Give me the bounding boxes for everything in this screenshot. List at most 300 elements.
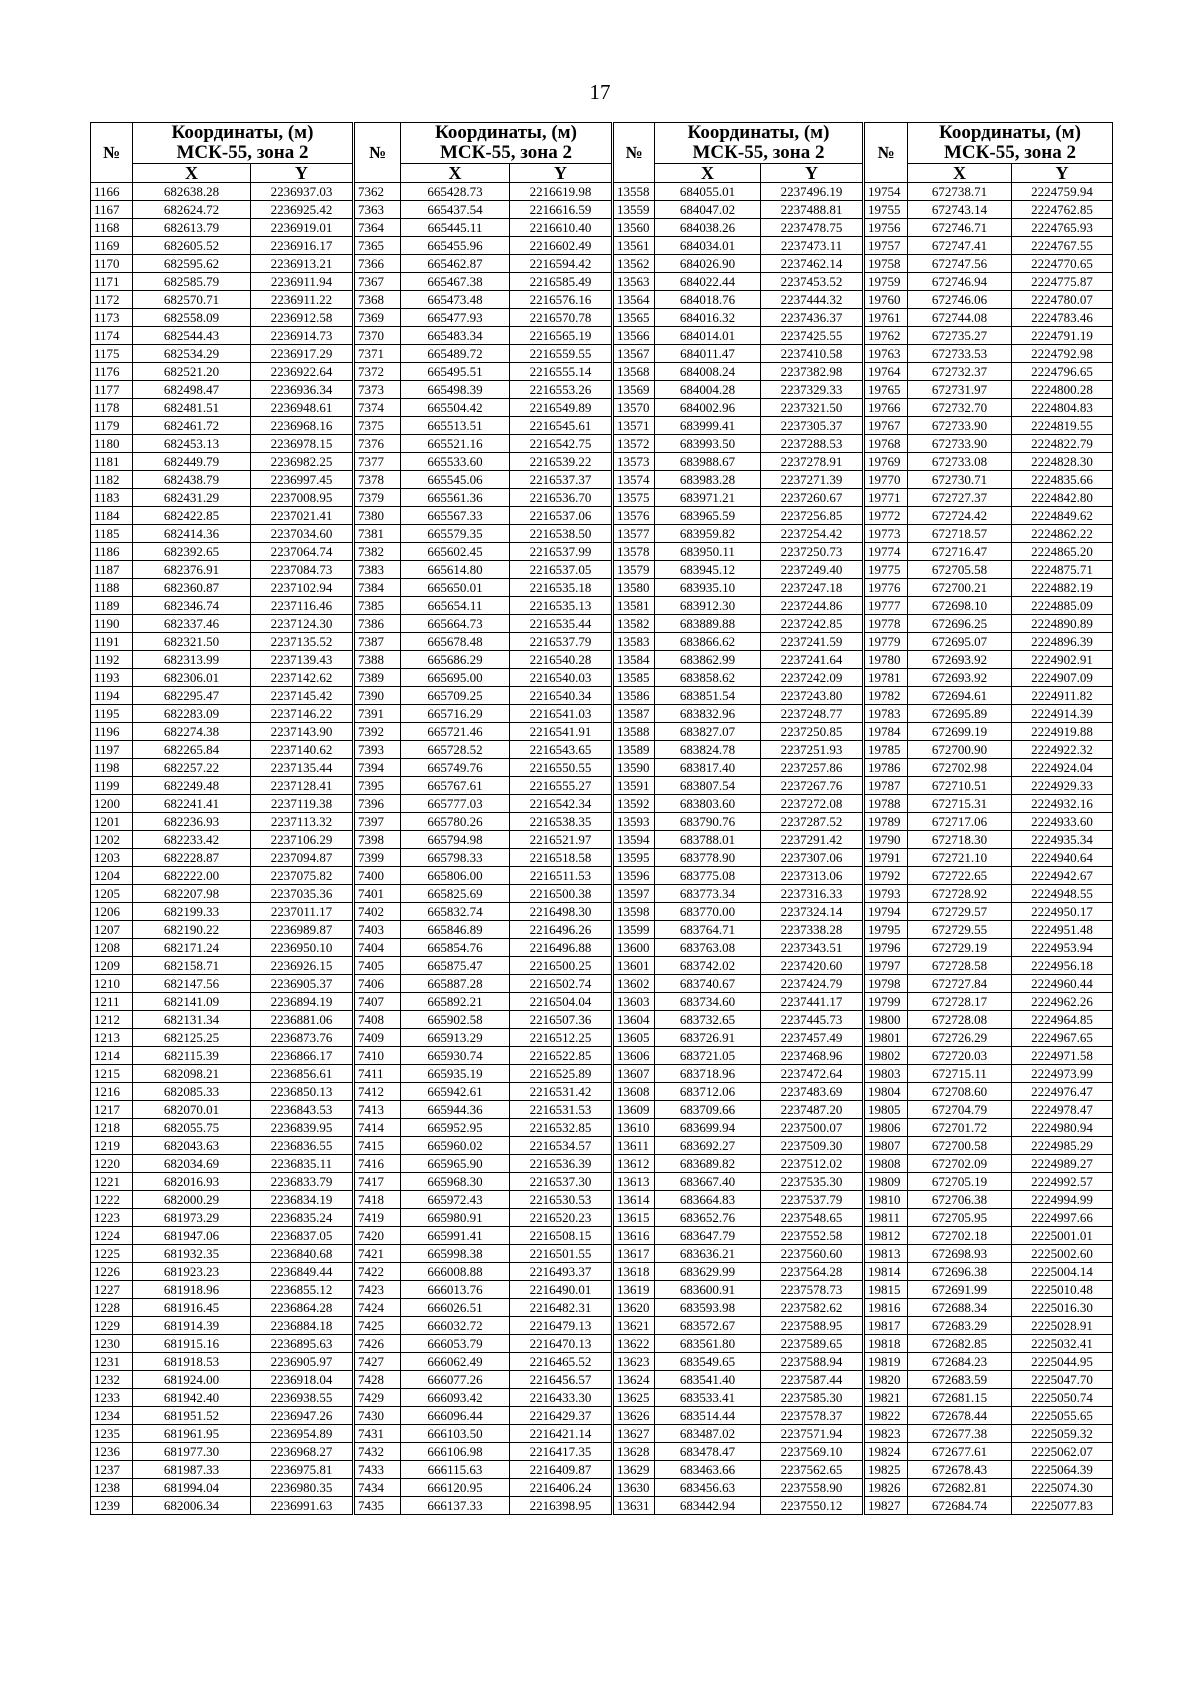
y-coordinate-cell: 2237135.44	[251, 759, 354, 777]
header-row-xy	[91, 164, 1113, 183]
x-coordinate-cell: 672746.71	[908, 219, 1012, 237]
x-coordinate-cell: 682085.33	[133, 1083, 251, 1101]
point-number-cell: 19777	[864, 597, 908, 615]
x-coordinate-cell: 683647.79	[655, 1227, 761, 1245]
x-coordinate-cell: 665561.36	[401, 489, 510, 507]
point-number-cell: 13597	[613, 885, 655, 903]
y-coordinate-cell: 2224960.44	[1012, 975, 1113, 993]
table-row	[91, 237, 1113, 255]
x-coordinate-cell: 682638.28	[133, 183, 251, 201]
point-number-cell: 19823	[864, 1425, 908, 1443]
point-number-cell: 7376	[354, 435, 401, 453]
y-coordinate-cell: 2216537.99	[510, 543, 613, 561]
x-coordinate-cell: 665650.01	[401, 579, 510, 597]
x-coordinate-cell: 672733.53	[908, 345, 1012, 363]
point-number-cell: 13561	[613, 237, 655, 255]
x-coordinate-cell: 672733.08	[908, 453, 1012, 471]
point-number-cell: 19796	[864, 939, 908, 957]
point-number-cell: 19816	[864, 1299, 908, 1317]
point-number-cell: 19807	[864, 1137, 908, 1155]
point-number-cell: 1197	[91, 741, 133, 759]
point-number-cell: 1194	[91, 687, 133, 705]
point-number-cell: 13576	[613, 507, 655, 525]
point-number-cell: 19815	[864, 1281, 908, 1299]
x-coordinate-cell: 665767.61	[401, 777, 510, 795]
y-coordinate-cell: 2237535.30	[761, 1173, 864, 1191]
x-coordinate-cell: 681914.39	[133, 1317, 251, 1335]
x-coordinate-cell: 672724.42	[908, 507, 1012, 525]
x-coordinate-cell: 683667.40	[655, 1173, 761, 1191]
table-row	[91, 885, 1113, 903]
point-number-cell: 19784	[864, 723, 908, 741]
x-coordinate-cell: 682481.51	[133, 399, 251, 417]
x-coordinate-cell: 683851.54	[655, 687, 761, 705]
x-coordinate-cell: 683832.96	[655, 705, 761, 723]
y-coordinate-cell: 2224929.33	[1012, 777, 1113, 795]
point-number-cell: 19804	[864, 1083, 908, 1101]
x-coordinate-cell: 672743.14	[908, 201, 1012, 219]
point-number-cell: 19822	[864, 1407, 908, 1425]
point-number-cell: 13613	[613, 1173, 655, 1191]
y-coordinate-cell: 2224770.65	[1012, 255, 1113, 273]
y-coordinate-cell: 2237410.58	[761, 345, 864, 363]
point-number-cell: 19824	[864, 1443, 908, 1461]
point-number-cell: 1233	[91, 1389, 133, 1407]
point-number-cell: 13593	[613, 813, 655, 831]
y-coordinate-cell: 2224956.18	[1012, 957, 1113, 975]
x-coordinate-cell: 682306.01	[133, 669, 251, 687]
y-coordinate-cell: 2237587.44	[761, 1371, 864, 1389]
y-coordinate-cell: 2216470.13	[510, 1335, 613, 1353]
y-coordinate-cell: 2237267.76	[761, 777, 864, 795]
y-coordinate-cell: 2224922.32	[1012, 741, 1113, 759]
point-number-cell: 19779	[864, 633, 908, 651]
x-coordinate-cell: 665942.61	[401, 1083, 510, 1101]
y-coordinate-cell: 2216616.59	[510, 201, 613, 219]
point-number-cell: 1173	[91, 309, 133, 327]
y-coordinate-cell: 2237462.14	[761, 255, 864, 273]
x-coordinate-cell: 683993.50	[655, 435, 761, 453]
x-coordinate-cell: 683988.67	[655, 453, 761, 471]
y-coordinate-cell: 2225001.01	[1012, 1227, 1113, 1245]
x-coordinate-cell: 684011.47	[655, 345, 761, 363]
y-coordinate-cell: 2237436.37	[761, 309, 864, 327]
x-column-header: X	[133, 164, 251, 183]
point-number-cell: 13565	[613, 309, 655, 327]
x-coordinate-cell: 683689.82	[655, 1155, 761, 1173]
point-number-cell: 19771	[864, 489, 908, 507]
x-coordinate-cell: 684022.44	[655, 273, 761, 291]
point-number-cell: 13583	[613, 633, 655, 651]
x-coordinate-cell: 672683.59	[908, 1371, 1012, 1389]
x-coordinate-cell: 682431.29	[133, 489, 251, 507]
point-number-cell: 1228	[91, 1299, 133, 1317]
x-coordinate-cell: 672729.19	[908, 939, 1012, 957]
y-coordinate-cell: 2237324.14	[761, 903, 864, 921]
x-coordinate-cell: 666106.98	[401, 1443, 510, 1461]
x-coordinate-cell: 672693.92	[908, 669, 1012, 687]
coord-group-header	[908, 123, 1113, 164]
y-coordinate-cell: 2236917.29	[251, 345, 354, 363]
x-coordinate-cell: 672729.55	[908, 921, 1012, 939]
point-number-cell: 7378	[354, 471, 401, 489]
y-coordinate-cell: 2224862.22	[1012, 525, 1113, 543]
point-number-cell: 13587	[613, 705, 655, 723]
point-number-cell: 7402	[354, 903, 401, 921]
table-row	[91, 309, 1113, 327]
y-coordinate-cell: 2224919.88	[1012, 723, 1113, 741]
y-coordinate-cell: 2236911.94	[251, 273, 354, 291]
x-coordinate-cell: 665721.46	[401, 723, 510, 741]
point-number-cell: 1189	[91, 597, 133, 615]
x-coordinate-cell: 682265.84	[133, 741, 251, 759]
point-number-cell: 19766	[864, 399, 908, 417]
y-coordinate-cell: 2237338.28	[761, 921, 864, 939]
point-number-cell: 13612	[613, 1155, 655, 1173]
x-coordinate-cell: 683858.62	[655, 669, 761, 687]
x-coordinate-cell: 665887.28	[401, 975, 510, 993]
x-coordinate-cell: 666062.49	[401, 1353, 510, 1371]
y-coordinate-cell: 2236975.81	[251, 1461, 354, 1479]
y-coordinate-cell: 2237588.95	[761, 1317, 864, 1335]
y-coordinate-cell: 2237552.58	[761, 1227, 864, 1245]
y-coordinate-cell: 2236925.42	[251, 201, 354, 219]
point-number-cell: 19776	[864, 579, 908, 597]
point-number-cell: 7410	[354, 1047, 401, 1065]
point-number-cell: 7394	[354, 759, 401, 777]
y-coordinate-cell: 2224835.66	[1012, 471, 1113, 489]
point-number-cell: 7411	[354, 1065, 401, 1083]
x-coordinate-cell: 682558.09	[133, 309, 251, 327]
table-row	[91, 1083, 1113, 1101]
x-coordinate-cell: 672710.51	[908, 777, 1012, 795]
y-coordinate-cell: 2224992.57	[1012, 1173, 1113, 1191]
x-coordinate-cell: 682115.39	[133, 1047, 251, 1065]
point-number-cell: 1234	[91, 1407, 133, 1425]
table-row	[91, 1389, 1113, 1407]
y-coordinate-cell: 2216542.75	[510, 435, 613, 453]
x-coordinate-cell: 672727.37	[908, 489, 1012, 507]
point-number-cell: 7381	[354, 525, 401, 543]
point-number-cell: 13567	[613, 345, 655, 363]
table-row	[91, 939, 1113, 957]
table-row	[91, 1263, 1113, 1281]
x-coordinate-cell: 672717.06	[908, 813, 1012, 831]
y-coordinate-cell: 2236937.03	[251, 183, 354, 201]
y-coordinate-cell: 2224800.28	[1012, 381, 1113, 399]
y-coordinate-cell: 2236947.26	[251, 1407, 354, 1425]
y-coordinate-cell: 2236936.34	[251, 381, 354, 399]
x-coordinate-cell: 683699.94	[655, 1119, 761, 1137]
point-number-cell: 1217	[91, 1101, 133, 1119]
x-coordinate-cell: 683790.76	[655, 813, 761, 831]
y-column-header: Y	[1012, 164, 1113, 183]
point-number-cell: 1191	[91, 633, 133, 651]
x-coordinate-cell: 681924.00	[133, 1371, 251, 1389]
x-coordinate-cell: 682392.65	[133, 543, 251, 561]
x-coordinate-cell: 672708.60	[908, 1083, 1012, 1101]
point-number-cell: 19783	[864, 705, 908, 723]
y-coordinate-cell: 2216500.25	[510, 957, 613, 975]
y-coordinate-cell: 2236834.19	[251, 1191, 354, 1209]
table-row	[91, 615, 1113, 633]
point-number-cell: 7429	[354, 1389, 401, 1407]
x-coordinate-cell: 672715.31	[908, 795, 1012, 813]
point-number-cell: 1232	[91, 1371, 133, 1389]
x-coordinate-cell: 665504.42	[401, 399, 510, 417]
point-number-cell: 7386	[354, 615, 401, 633]
x-coordinate-cell: 672701.72	[908, 1119, 1012, 1137]
x-coordinate-cell: 681916.45	[133, 1299, 251, 1317]
y-coordinate-cell: 2237124.30	[251, 615, 354, 633]
x-coordinate-cell: 684047.02	[655, 201, 761, 219]
y-coordinate-cell: 2216541.03	[510, 705, 613, 723]
y-coordinate-cell: 2216565.19	[510, 327, 613, 345]
y-coordinate-cell: 2224791.19	[1012, 327, 1113, 345]
point-number-cell: 13560	[613, 219, 655, 237]
y-coordinate-cell: 2237254.42	[761, 525, 864, 543]
x-coordinate-cell: 683636.21	[655, 1245, 761, 1263]
x-coordinate-cell: 665825.69	[401, 885, 510, 903]
x-coordinate-cell: 683652.76	[655, 1209, 761, 1227]
x-coordinate-cell: 672726.29	[908, 1029, 1012, 1047]
point-number-cell: 1167	[91, 201, 133, 219]
x-coordinate-cell: 682337.46	[133, 615, 251, 633]
point-number-cell: 1214	[91, 1047, 133, 1065]
x-coordinate-cell: 682199.33	[133, 903, 251, 921]
point-number-cell: 7412	[354, 1083, 401, 1101]
y-coordinate-cell: 2237425.55	[761, 327, 864, 345]
table-row	[91, 633, 1113, 651]
x-coordinate-cell: 683721.05	[655, 1047, 761, 1065]
point-number-cell: 13569	[613, 381, 655, 399]
x-coordinate-cell: 684014.01	[655, 327, 761, 345]
table-row	[91, 795, 1113, 813]
point-number-cell: 13616	[613, 1227, 655, 1245]
point-number-cell: 19795	[864, 921, 908, 939]
point-number-cell: 1204	[91, 867, 133, 885]
point-number-cell: 1237	[91, 1461, 133, 1479]
point-number-cell: 1226	[91, 1263, 133, 1281]
y-coordinate-cell: 2237242.09	[761, 669, 864, 687]
y-coordinate-cell: 2237562.65	[761, 1461, 864, 1479]
x-coordinate-cell: 665579.35	[401, 525, 510, 543]
point-number-cell: 7362	[354, 183, 401, 201]
y-coordinate-cell: 2216576.16	[510, 291, 613, 309]
x-coordinate-cell: 682147.56	[133, 975, 251, 993]
x-coordinate-cell: 665489.72	[401, 345, 510, 363]
x-coordinate-cell: 672677.61	[908, 1443, 1012, 1461]
y-coordinate-cell: 2237243.80	[761, 687, 864, 705]
x-coordinate-cell: 681961.95	[133, 1425, 251, 1443]
point-number-cell: 1175	[91, 345, 133, 363]
y-coordinate-cell: 2237084.73	[251, 561, 354, 579]
point-number-cell: 1225	[91, 1245, 133, 1263]
x-coordinate-cell: 665533.60	[401, 453, 510, 471]
table-row	[91, 363, 1113, 381]
point-number-cell: 1193	[91, 669, 133, 687]
y-coordinate-cell: 2237316.33	[761, 885, 864, 903]
x-coordinate-cell: 672693.92	[908, 651, 1012, 669]
x-coordinate-cell: 682236.93	[133, 813, 251, 831]
point-number-cell: 13570	[613, 399, 655, 417]
y-coordinate-cell: 2237487.20	[761, 1101, 864, 1119]
x-coordinate-cell: 684038.26	[655, 219, 761, 237]
y-coordinate-cell: 2224978.47	[1012, 1101, 1113, 1119]
y-coordinate-cell: 2237457.49	[761, 1029, 864, 1047]
y-coordinate-cell: 2224914.39	[1012, 705, 1113, 723]
x-coordinate-cell: 683862.99	[655, 651, 761, 669]
y-coordinate-cell: 2237307.06	[761, 849, 864, 867]
y-coordinate-cell: 2236912.58	[251, 309, 354, 327]
point-number-cell: 19797	[864, 957, 908, 975]
x-coordinate-cell: 682222.00	[133, 867, 251, 885]
point-number-cell: 19808	[864, 1155, 908, 1173]
y-coordinate-cell: 2236968.16	[251, 417, 354, 435]
table-row	[91, 201, 1113, 219]
y-coordinate-cell: 2216585.49	[510, 273, 613, 291]
point-number-cell: 7421	[354, 1245, 401, 1263]
table-row	[91, 1479, 1113, 1497]
point-number-cell: 13601	[613, 957, 655, 975]
x-coordinate-cell: 666137.33	[401, 1497, 510, 1515]
y-coordinate-cell: 2224962.26	[1012, 993, 1113, 1011]
x-coordinate-cell: 672747.41	[908, 237, 1012, 255]
y-coordinate-cell: 2225016.30	[1012, 1299, 1113, 1317]
point-number-cell: 13607	[613, 1065, 655, 1083]
y-coordinate-cell: 2224822.79	[1012, 435, 1113, 453]
point-number-cell: 1166	[91, 183, 133, 201]
point-number-cell: 7431	[354, 1425, 401, 1443]
point-number-cell: 19806	[864, 1119, 908, 1137]
point-number-cell: 1180	[91, 435, 133, 453]
point-number-cell: 7418	[354, 1191, 401, 1209]
y-coordinate-cell: 2224907.09	[1012, 669, 1113, 687]
y-coordinate-cell: 2224973.99	[1012, 1065, 1113, 1083]
point-number-cell: 1222	[91, 1191, 133, 1209]
x-coordinate-cell: 681918.53	[133, 1353, 251, 1371]
y-coordinate-cell: 2237143.90	[251, 723, 354, 741]
y-coordinate-cell: 2224804.83	[1012, 399, 1113, 417]
x-coordinate-cell: 665477.93	[401, 309, 510, 327]
point-number-cell: 7406	[354, 975, 401, 993]
y-coordinate-cell: 2237116.46	[251, 597, 354, 615]
x-coordinate-cell: 683629.99	[655, 1263, 761, 1281]
y-coordinate-cell: 2237585.30	[761, 1389, 864, 1407]
x-coordinate-cell: 665935.19	[401, 1065, 510, 1083]
table-row	[91, 741, 1113, 759]
x-coordinate-cell: 684018.76	[655, 291, 761, 309]
y-coordinate-cell: 2224989.27	[1012, 1155, 1113, 1173]
coord-header-line2: МСК-55, зона 2	[176, 142, 309, 163]
coord-header-line2: МСК-55, зона 2	[692, 142, 825, 163]
y-coordinate-cell: 2224964.85	[1012, 1011, 1113, 1029]
x-coordinate-cell: 682624.72	[133, 201, 251, 219]
table-row	[91, 543, 1113, 561]
y-column-header: Y	[510, 164, 613, 183]
point-number-cell: 19825	[864, 1461, 908, 1479]
x-coordinate-cell: 682613.79	[133, 219, 251, 237]
y-coordinate-cell: 2237478.75	[761, 219, 864, 237]
point-number-cell: 1238	[91, 1479, 133, 1497]
point-number-cell: 13566	[613, 327, 655, 345]
x-coordinate-cell: 672731.97	[908, 381, 1012, 399]
x-coordinate-cell: 665846.89	[401, 921, 510, 939]
y-coordinate-cell: 2237135.52	[251, 633, 354, 651]
point-number-cell: 13596	[613, 867, 655, 885]
x-coordinate-cell: 672695.89	[908, 705, 1012, 723]
x-coordinate-cell: 665972.43	[401, 1191, 510, 1209]
x-coordinate-cell: 666053.79	[401, 1335, 510, 1353]
y-coordinate-cell: 2236948.61	[251, 399, 354, 417]
y-coordinate-cell: 2237329.33	[761, 381, 864, 399]
y-coordinate-cell: 2224890.89	[1012, 615, 1113, 633]
point-number-cell: 7426	[354, 1335, 401, 1353]
y-coordinate-cell: 2236926.15	[251, 957, 354, 975]
y-coordinate-cell: 2224932.16	[1012, 795, 1113, 813]
y-coordinate-cell: 2216539.22	[510, 453, 613, 471]
y-coordinate-cell: 2216536.70	[510, 489, 613, 507]
y-coordinate-cell: 2224980.94	[1012, 1119, 1113, 1137]
header-row-titles	[91, 123, 1113, 164]
point-number-cell: 13625	[613, 1389, 655, 1407]
coord-header-line2: МСК-55, зона 2	[440, 142, 572, 163]
point-number-cell: 13574	[613, 471, 655, 489]
x-coordinate-cell: 666026.51	[401, 1299, 510, 1317]
x-coordinate-cell: 681942.40	[133, 1389, 251, 1407]
x-coordinate-cell: 665944.36	[401, 1101, 510, 1119]
coord-group-header	[655, 123, 864, 164]
point-number-cell: 19786	[864, 759, 908, 777]
y-coordinate-cell: 2216525.89	[510, 1065, 613, 1083]
y-coordinate-cell: 2225062.07	[1012, 1443, 1113, 1461]
x-coordinate-cell: 682171.24	[133, 939, 251, 957]
x-coordinate-cell: 683533.41	[655, 1389, 761, 1407]
y-coordinate-cell: 2236914.73	[251, 327, 354, 345]
x-coordinate-cell: 683889.88	[655, 615, 761, 633]
table-row	[91, 1101, 1113, 1119]
x-coordinate-cell: 665614.80	[401, 561, 510, 579]
x-coordinate-cell: 665473.48	[401, 291, 510, 309]
y-coordinate-cell: 2224819.55	[1012, 417, 1113, 435]
point-number-cell: 1182	[91, 471, 133, 489]
point-number-cell: 13622	[613, 1335, 655, 1353]
x-coordinate-cell: 682006.34	[133, 1497, 251, 1515]
point-number-cell: 1210	[91, 975, 133, 993]
x-coordinate-cell: 672718.57	[908, 525, 1012, 543]
y-coordinate-cell: 2216570.78	[510, 309, 613, 327]
table-row	[91, 1245, 1113, 1263]
y-coordinate-cell: 2237488.81	[761, 201, 864, 219]
y-coordinate-cell: 2237244.86	[761, 597, 864, 615]
table-row	[91, 723, 1113, 741]
point-number-cell: 7364	[354, 219, 401, 237]
table-row	[91, 381, 1113, 399]
point-number-cell: 7416	[354, 1155, 401, 1173]
y-coordinate-cell: 2236911.22	[251, 291, 354, 309]
y-coordinate-cell: 2237512.02	[761, 1155, 864, 1173]
point-number-cell: 19755	[864, 201, 908, 219]
x-coordinate-cell: 682274.38	[133, 723, 251, 741]
y-coordinate-cell: 2236895.63	[251, 1335, 354, 1353]
point-number-cell: 1172	[91, 291, 133, 309]
x-coordinate-cell: 666032.72	[401, 1317, 510, 1335]
x-coordinate-cell: 683912.30	[655, 597, 761, 615]
point-number-cell: 1229	[91, 1317, 133, 1335]
x-coordinate-cell: 683740.67	[655, 975, 761, 993]
point-number-cell: 13608	[613, 1083, 655, 1101]
y-coordinate-cell: 2225032.41	[1012, 1335, 1113, 1353]
